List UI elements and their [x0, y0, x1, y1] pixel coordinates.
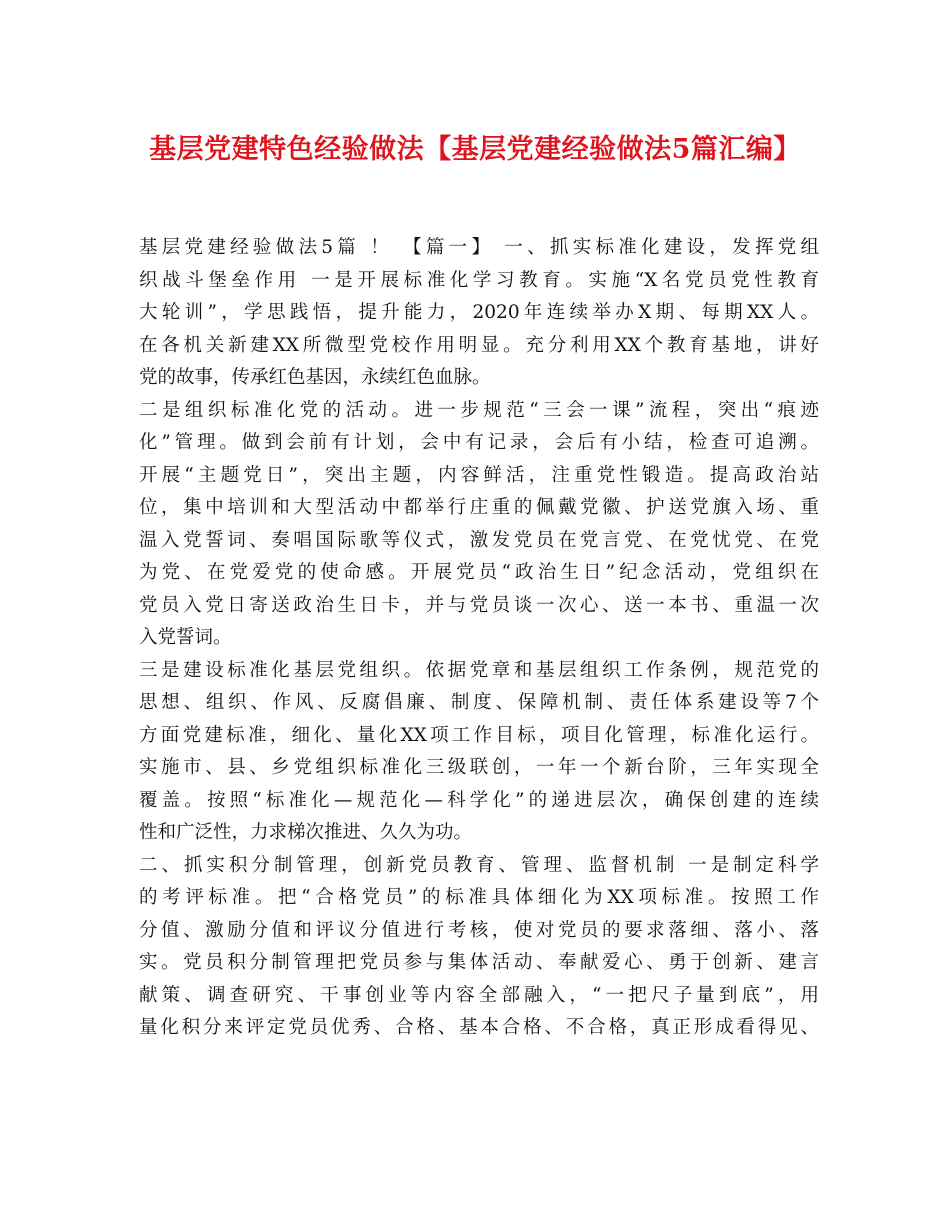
document-title: 基层党建特色经验做法【基层党建经验做法5篇汇编】 [149, 134, 801, 165]
body-line: 三是建设标准化基层党组织。依据党章和基层组织工作条例，规范党的 [139, 659, 819, 681]
body-line: 位，集中培训和大型活动中都举行庄重的佩戴党徽、护送党旗入场、重 [139, 497, 819, 518]
body-line: 温入党誓词、奏唱国际歌等仪式，激发党员在党言党、在党忧党、在党 [139, 529, 819, 551]
body-line: 为党、在党爱党的使命感。开展党员“政治生日”纪念活动，党组织在 [139, 562, 819, 583]
body-line: 化”管理。做到会前有计划，会中有记录，会后有小结，检查可追溯。 [139, 432, 819, 453]
body-line: 二、抓实积分制管理，创新党员教育、管理、监督机制 一是制定科学 [139, 854, 819, 876]
body-line: 实施市、县、乡党组织标准化三级联创，一年一个新台阶，三年实现全 [139, 757, 819, 778]
body-line: 基层党建经验做法5篇 ！ 【篇一】 一、抓实标准化建设，发挥党组 [139, 237, 819, 258]
body-line: 大轮训”，学思践悟，提升能力，2020年连续举办X期、每期XX人。 [139, 302, 819, 323]
body-line: 的考评标准。把“合格党员”的标准具体细化为XX项标准。按照工作 [139, 887, 819, 908]
body-line: 思想、组织、作风、反腐倡廉、制度、保障机制、责任体系建设等7个 [139, 692, 819, 713]
body-line: 献策、调查研究、干事创业等内容全部融入，“一把尺子量到底”，用 [139, 984, 819, 1006]
body-line: 覆盖。按照“标准化—规范化—科学化”的递进层次，确保创建的连续 [139, 789, 819, 811]
body-line: 织战斗堡垒作用 一是开展标准化学习教育。实施“X名党员党性教育 [139, 269, 819, 291]
body-line: 党员入党日寄送政治生日卡，并与党员谈一次心、送一本书、重温一次 [139, 594, 819, 616]
body-line: 在各机关新建XX所微型党校作用明显。充分利用XX个教育基地，讲好 [139, 334, 819, 356]
body-line: 分值、激励分值和评议分值进行考核，使对党员的要求落细、落小、落 [139, 919, 819, 941]
body-line: 党的故事，传承红色基因，永续红色血脉。 [139, 367, 491, 388]
body-line: 性和广泛性，力求梯次推进、久久为功。 [139, 822, 473, 843]
body-line: 二是组织标准化党的活动。进一步规范“三会一课”流程，突出“痕迹 [139, 399, 819, 421]
body-line: 方面党建标准，细化、量化XX项工作目标，项目化管理，标准化运行。 [139, 724, 819, 746]
body-line: 开展“主题党日”，突出主题，内容鲜活，注重党性锻造。提高政治站 [139, 464, 819, 486]
body-line: 量化积分来评定党员优秀、合格、基本合格、不合格，真正形成看得见、 [139, 1017, 819, 1038]
body-line: 实。党员积分制管理把党员参与集体活动、奉献爱心、勇于创新、建言 [139, 952, 819, 973]
body-line: 入党誓词。 [139, 627, 232, 648]
document-body [139, 232, 819, 1045]
